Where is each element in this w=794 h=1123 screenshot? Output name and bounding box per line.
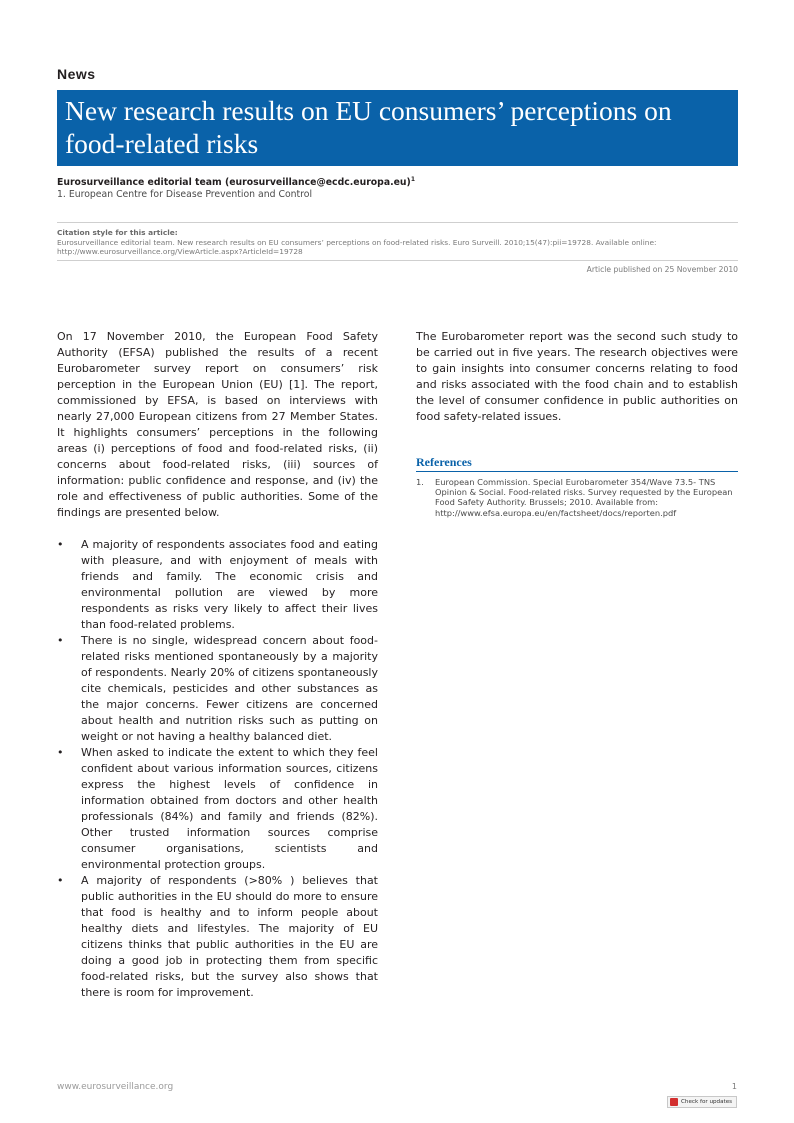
author-affiliation-marker: 1 [410, 176, 415, 183]
right-column [416, 329, 738, 425]
author-line [57, 176, 415, 188]
findings-list [57, 537, 378, 1001]
title-banner [57, 90, 738, 166]
citation-block [57, 228, 738, 257]
citation-text: Eurosurveillance editorial team. New research results on EU consumers’ perceptions on food-related risks. Euro Surveill. 2010;15(47):pii=19728. Available online: http://www.eurosurveillance.org/ViewArticle.aspx?ArticleId=19728 [57, 237, 657, 256]
references-heading: References [416, 455, 738, 472]
reference-text: European Commission. Special Eurobarometer 354/Wave 73.5- TNS Opinion & Social. Food-related risks. Survey requested by the European Food Safety Authority. Brussels; 2010. Available from: http://www.efsa.europa.eu/en/factsheet/docs/reporten.pdf [435, 477, 733, 518]
divider [57, 260, 738, 261]
section-label: News [57, 66, 96, 82]
references-list [416, 477, 738, 518]
affiliation: 1. European Centre for Disease Prevention and Control [57, 189, 313, 200]
list-item-text: A majority of respondents (>80% ) believes that public authorities in the EU should do more to ensure that food is healthy and to inform people about healthy diets and lifestyles. The majority of EU citizens thinks that public authorities in the EU are doing a good job in protecting them from specific food-related risks, but the survey also shows that there is room for improvement. [81, 874, 378, 999]
list-item [57, 537, 378, 633]
authors: Eurosurveillance editorial team (eurosurveillance@ecdc.europa.eu) [57, 177, 411, 189]
bullet-icon: • [57, 874, 64, 887]
reference-item [416, 477, 738, 518]
list-item-text: When asked to indicate the extent to which they feel confident about various information sources, citizens express the highest levels of confidence in information obtained from doctors and other health professionals (84%) and family and friends (82%). Other trusted information sources comprise consumer organisations, scientists and environmental protection groups. [81, 746, 378, 871]
article-title: New research results on EU consumers’ perceptions on food-related risks [65, 95, 672, 159]
body-paragraph: The Eurobarometer report was the second such study to be carried out in five years. The research objectives were to gain insights into consumer concerns relating to food and risks associated with the food chain and to establish the level of consumer confidence in public authorities on food safety-related issues. [416, 330, 738, 423]
list-item-text: There is no single, widespread concern about food-related risks mentioned spontaneously by a majority of respondents. Nearly 20% of citizens spontaneously cite chemicals, pesticides and other substances as the major concerns. Fewer citizens are concerned about health and nutrition risks such as putting on weight or not having a healthy balanced diet. [81, 634, 378, 743]
bullet-icon: • [57, 634, 64, 647]
page-number: 1 [731, 1082, 737, 1091]
bullet-icon: • [57, 746, 64, 759]
footer-url[interactable]: www.eurosurveillance.org [57, 1082, 174, 1092]
list-item [57, 633, 378, 745]
bullet-icon: • [57, 538, 64, 551]
list-item [57, 873, 378, 1001]
reference-number: 1. [416, 477, 424, 487]
check-for-updates-button[interactable] [667, 1096, 737, 1108]
list-item [57, 745, 378, 873]
citation-heading: Citation style for this article: [57, 228, 178, 237]
crossmark-icon [670, 1098, 678, 1106]
left-column [57, 329, 378, 1001]
published-date: Article published on 25 November 2010 [586, 265, 738, 274]
intro-paragraph: On 17 November 2010, the European Food Safety Authority (EFSA) published the results of a recent Eurobarometer survey report on consumers’ risk perception in the European Union (EU) [1]. The report, commissioned by EFSA, is based on interviews with nearly 27,000 European citizens from 27 Member States. It highlights consumers’ perceptions in the following areas (i) perceptions of food and food-related risks, (ii) concerns about food-related risks, (iii) sources of information: public confidence and response, and (iv) the role and effectiveness of public authorities. Some of the findings are presented below. [57, 330, 378, 519]
divider [57, 222, 738, 223]
check-for-updates-label: Check for updates [681, 1099, 733, 1105]
list-item-text: A majority of respondents associates food and eating with pleasure, and with enjoyment of meals with friends and family. The economic crisis and environmental pollution are viewed by more respondents as risks very likely to affect their lives than food-related problems. [81, 538, 378, 631]
